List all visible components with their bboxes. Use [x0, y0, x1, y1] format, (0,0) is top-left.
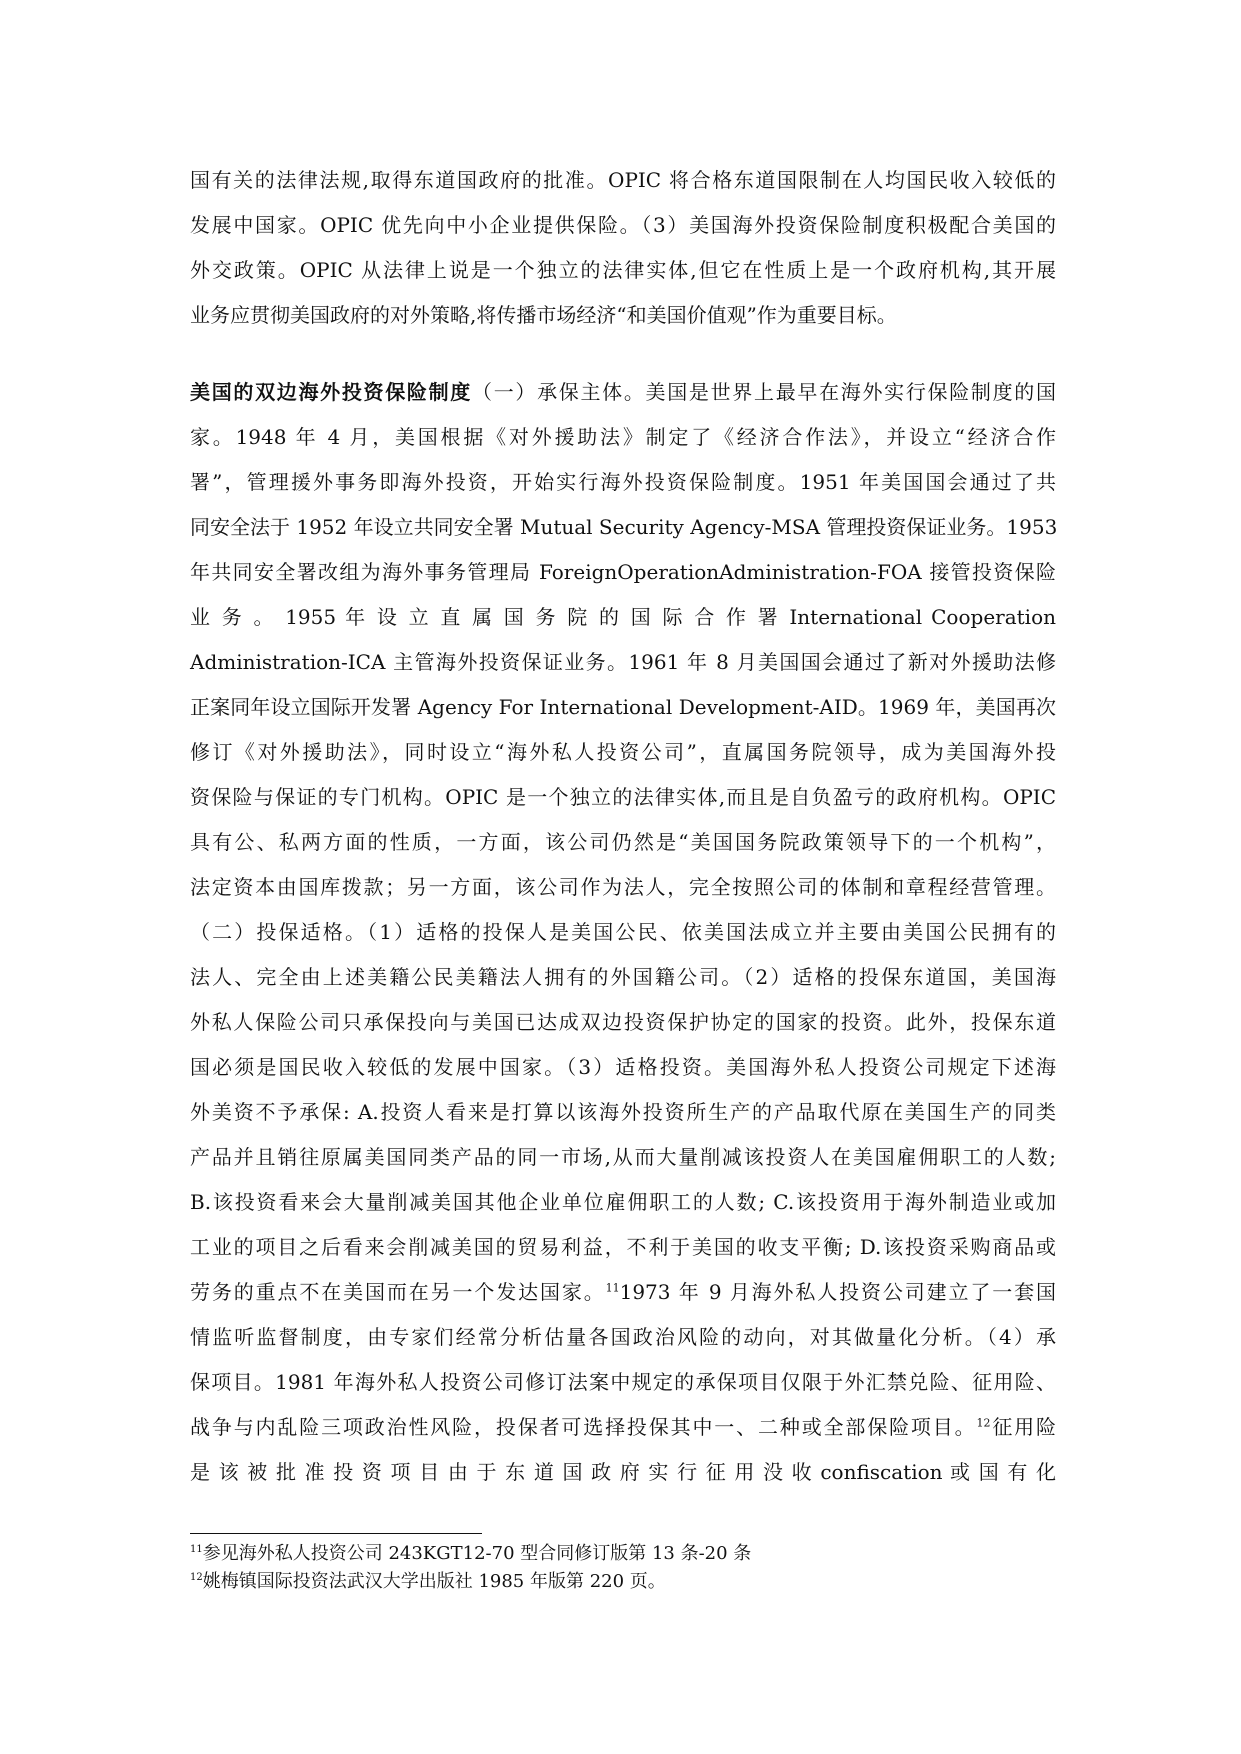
paragraph-line: 工业的项目之后看来会削减美国的贸易利益，不利于美国的收支平衡; D.该投资采购商品或 [190, 1235, 1056, 1259]
paragraph-line: 年共同安全署改组为海外事务管理局 ForeignOperationAdministration-FOA 接管投资保险 [190, 560, 1056, 584]
line-text-after-ref: 1973 年 9 月海外私人投资公司建立了一套国 [619, 1280, 1057, 1304]
section-heading: 美国的双边海外投资保险制度 [190, 380, 472, 404]
paragraph-line: 同安全法于 1952 年设立共同安全署 Mutual Security Agency-MSA 管理投资保证业务。1953 [190, 515, 1058, 539]
footnote-ref-12[interactable]: 12 [976, 1416, 991, 1430]
paragraph-line: 资保险与保证的专门机构。OPIC 是一个独立的法律实体,而且是自负盈亏的政府机构。OPIC [190, 785, 1056, 809]
paragraph-line: （二）投保适格。（1）适格的投保人是美国公民、依美国法成立并主要由美国公民拥有的 [190, 920, 1056, 944]
paragraph-us-bilateral-insurance [190, 370, 1056, 1495]
footnote-separator [190, 1533, 482, 1534]
paragraph-line: 法定资本由国库拨款；另一方面，该公司作为法人，完全按照公司的体制和章程经营管理。 [190, 875, 1056, 899]
paragraph-line: 具有公、私两方面的性质，一方面，该公司仍然是“美国国务院政策领导下的一个机构”， [190, 830, 1056, 854]
paragraph-line: Administration-ICA 主管海外投资保证业务。1961 年 8 月美国国会通过了新对外援助法修 [190, 650, 1056, 674]
paragraph-line: 家。1948 年 4 月，美国根据《对外援助法》制定了《经济合作法》，并设立“经济合作 [190, 425, 1056, 449]
line-text-after-ref: 征用险 [990, 1415, 1057, 1439]
paragraph-line: 修订《对外援助法》，同时设立“海外私人投资公司”，直属国务院领导，成为美国海外投 [190, 740, 1056, 764]
paragraph-opic-features [190, 158, 1056, 338]
paragraph-line: B.该投资看来会大量削减美国其他企业单位雇佣职工的人数; C.该投资用于海外制造业或加 [190, 1190, 1056, 1214]
paragraph-line: 业 务 。 1955 年 设 立 直 属 国 务 院 的 国 际 合 作 署 International Cooperation [190, 605, 1056, 629]
paragraph-line: 外私人保险公司只承保投向与美国已达成双边投资保护协定的国家的投资。此外，投保东道 [190, 1010, 1056, 1034]
paragraph-line: 外交政策。OPIC 从法律上说是一个独立的法律实体,但它在性质上是一个政府机构,其开展 [190, 258, 1056, 282]
paragraph-line: 业务应贯彻美国政府的对外策略,将传播市场经济“和美国价值观”作为重要目标。 [190, 303, 897, 327]
paragraph-line: 法人、完全由上述美籍公民美籍法人拥有的外国籍公司。（2）适格的投保东道国，美国海 [190, 965, 1056, 989]
paragraph-line: 发展中国家。OPIC 优先向中小企业提供保险。（3）美国海外投资保险制度积极配合美国的 [190, 213, 1056, 237]
paragraph-line: 保项目。1981 年海外私人投资公司修订法案中规定的承保项目仅限于外汇禁兑险、征用险、 [190, 1370, 1056, 1394]
footnote-ref-11[interactable]: 11 [605, 1281, 620, 1295]
footnotes [190, 1540, 1056, 1596]
line-text-before-ref: 劳务的重点不在美国而在另一个发达国家。 [190, 1280, 606, 1304]
paragraph-line: 署”，管理援外事务即海外投资，开始实行海外投资保险制度。1951 年美国国会通过了共 [190, 470, 1056, 494]
paragraph-line-with-footnote-11 [190, 1270, 1056, 1315]
footnote-text: 姚梅镇国际投资法武汉大学出版社 1985 年版第 220 页。 [202, 1571, 666, 1592]
footnote-12 [190, 1568, 1056, 1596]
paragraph-line: 产品并且销往原属美国同类产品的同一市场,从而大量削减该投资人在美国雇佣职工的人数; [190, 1145, 1056, 1169]
footnote-marker: 11 [190, 1544, 203, 1555]
paragraph-line: 外美资不予承保: A.投资人看来是打算以该海外投资所生产的产品取代原在美国生产的同类 [190, 1100, 1056, 1124]
footnote-marker: 12 [190, 1572, 203, 1583]
footnote-text: 参见海外私人投资公司 243KGT12-70 型合同修订版第 13 条-20 条 [202, 1543, 752, 1564]
footnote-11 [190, 1540, 1056, 1568]
paragraph-line: 国有关的法律法规,取得东道国政府的批准。OPIC 将合格东道国限制在人均国民收入较低的 [190, 168, 1056, 192]
paragraph-line: 国必须是国民收入较低的发展中国家。（3）适格投资。美国海外私人投资公司规定下述海 [190, 1055, 1056, 1079]
paragraph-first-line [190, 370, 1056, 415]
paragraph-line: 是 该 被 批 准 投 资 项 目 由 于 东 道 国 政 府 实 行 征 用 没 收 confiscation 或 国 有 化 [190, 1460, 1056, 1484]
paragraph-line: 情监听监督制度，由专家们经常分析估量各国政治风险的动向，对其做量化分析。（4）承 [190, 1325, 1056, 1349]
paragraph-line-rest: （一）承保主体。美国是世界上最早在海外实行保险制度的国 [472, 380, 1056, 404]
paragraph-line-with-footnote-12 [190, 1405, 1056, 1450]
line-text-before-ref: 战争与内乱险三项政治性风险，投保者可选择投保其中一、二种或全部保险项目。 [190, 1415, 977, 1439]
paragraph-line: 正案同年设立国际开发署 Agency For International Development-AID。1969 年，美国再次 [190, 695, 1056, 719]
